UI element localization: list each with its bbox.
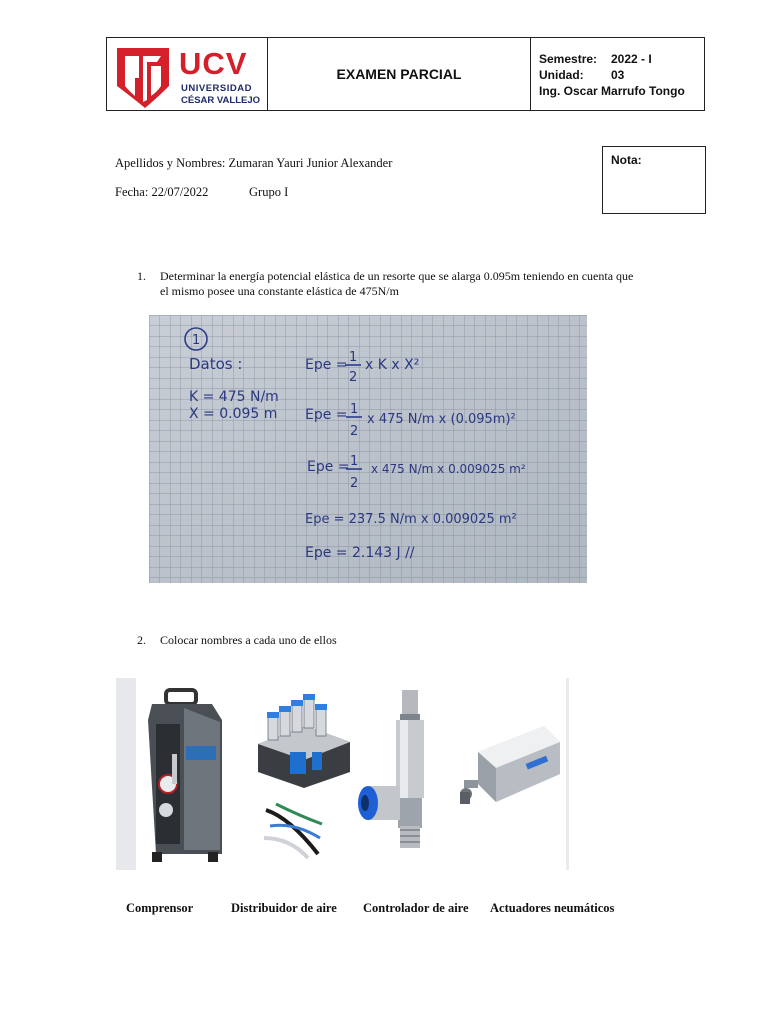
question-1-text-line1: Determinar la energía potencial elástica de un resorte que se alarga 0.095m teniendo en cuenta que bbox=[160, 269, 634, 283]
header-table bbox=[106, 37, 705, 111]
nota-label: Nota: bbox=[611, 153, 642, 167]
hw-datos: Datos : bbox=[189, 355, 243, 373]
hw-eq4: Epe = 237.5 N/m x 0.009025 m² bbox=[305, 512, 517, 527]
student-name: Apellidos y Nombres: Zumaran Yauri Junior Alexander bbox=[115, 156, 393, 170]
exam-meta bbox=[531, 38, 704, 110]
distributor-image bbox=[254, 686, 354, 790]
hw-eq3-lhs: Epe = bbox=[307, 459, 350, 475]
exam-date: Fecha: 22/07/2022 bbox=[115, 185, 209, 199]
logo-subtitle-2: CÉSAR VALLEJO bbox=[181, 95, 261, 106]
hw-k-value: K = 475 N/m bbox=[189, 389, 279, 405]
hw-circle-number: 1 bbox=[192, 333, 201, 348]
group: Grupo I bbox=[249, 185, 289, 199]
hw-eq1-rhs: x K x X² bbox=[365, 357, 420, 373]
logo-text: UCV bbox=[179, 46, 248, 81]
air-controller-image bbox=[356, 686, 440, 856]
hw-x-value: X = 0.095 m bbox=[189, 406, 278, 422]
hw-eq3-rhs: x 475 N/m x 0.009025 m² bbox=[371, 462, 526, 476]
label-compressor: Comprensor bbox=[126, 901, 194, 915]
exam-title: EXAMEN PARCIAL bbox=[268, 38, 531, 110]
logo-subtitle-1: UNIVERSIDAD bbox=[181, 83, 252, 94]
teacher-name: Ing. Oscar Marrufo Tongo bbox=[539, 84, 685, 98]
question-1-text-line2: el mismo posee una constante elástica de 475N/m bbox=[160, 284, 399, 298]
label-distributor: Distribuidor de aire bbox=[231, 901, 337, 915]
compressor-image bbox=[142, 688, 228, 866]
hw-eq1-num: 1 bbox=[349, 350, 358, 365]
label-actuators: Actuadores neumáticos bbox=[490, 901, 615, 915]
hw-eq1-lhs: Epe = bbox=[305, 357, 348, 373]
semestre-value: 2022 - I bbox=[611, 52, 652, 66]
hw-eq2-rhs: x 475 N/m x (0.095m)² bbox=[367, 412, 516, 427]
unidad-label: Unidad: bbox=[539, 68, 584, 82]
question-2-number: 2. bbox=[137, 633, 146, 647]
handwritten-solution-photo bbox=[149, 315, 587, 583]
air-tubing-image bbox=[260, 798, 326, 864]
equipment-images bbox=[116, 678, 569, 870]
question-2-text: Colocar nombres a cada uno de ellos bbox=[160, 633, 337, 647]
hw-eq1-den: 2 bbox=[349, 370, 358, 385]
hw-eq2-lhs: Epe = bbox=[305, 407, 348, 423]
hw-eq3-den: 2 bbox=[350, 476, 359, 491]
hw-eq3-num: 1 bbox=[350, 454, 359, 469]
label-controller: Controlador de aire bbox=[363, 901, 469, 915]
pneumatic-actuator-image bbox=[456, 718, 564, 828]
logo-cell bbox=[107, 38, 268, 110]
unidad-value: 03 bbox=[611, 68, 625, 82]
nota-box bbox=[602, 146, 706, 214]
hw-eq2-num: 1 bbox=[350, 402, 359, 417]
question-1-number: 1. bbox=[137, 269, 146, 283]
semestre-label: Semestre: bbox=[539, 52, 598, 66]
hw-eq5: Epe = 2.143 J // bbox=[305, 545, 415, 561]
hw-eq2-den: 2 bbox=[350, 424, 359, 439]
